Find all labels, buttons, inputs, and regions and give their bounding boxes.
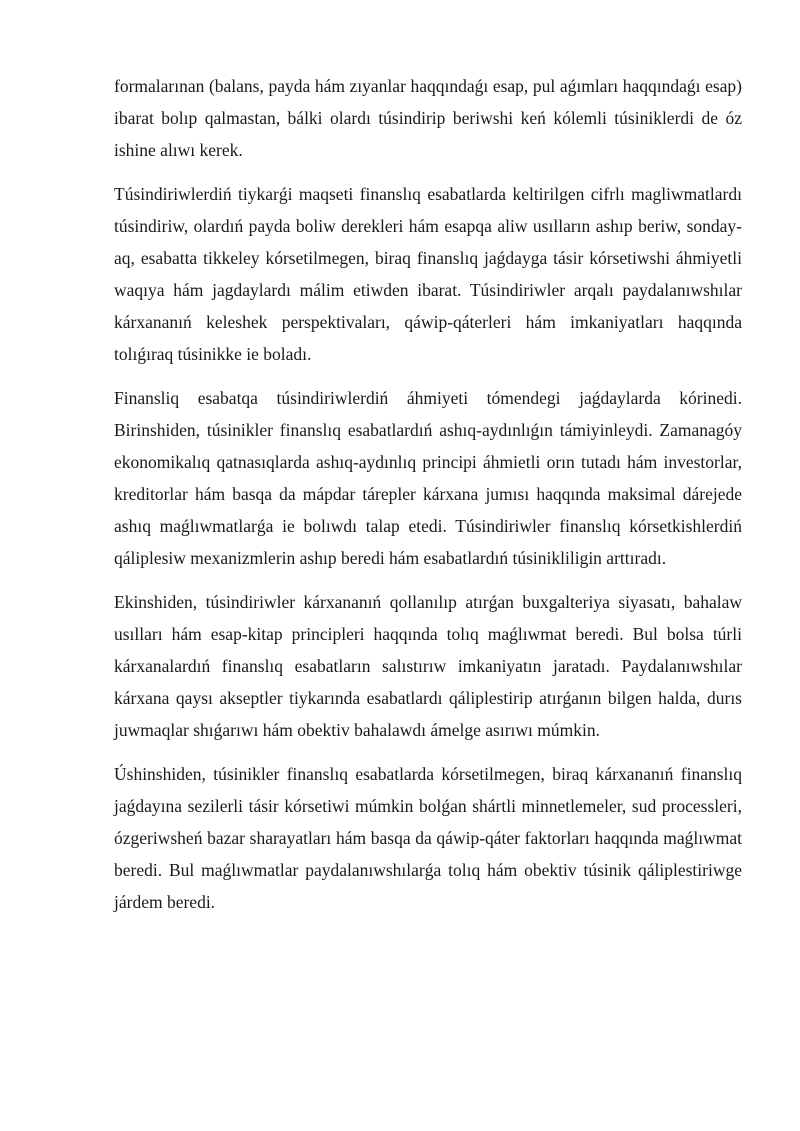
- paragraph: Ekinshiden, túsindiriwler kárxananıń qollanılıp atırǵan buxgalteriya siyasatı, bahalaw usılları hám esap-kitap principleri haqqında tolıq maǵlıwmat beredi. Bul bolsa túrli kárxanalardıń finanslıq esabatların salıstırıw imkaniyatın jaratadı. Paydalanıwshılar kárxana qaysı akseptler tiykarında esabatlardı qáliplestirip atırǵanın bilgen halda, durıs juwmaqlar shıǵarıwı hám obektiv bahalawdı ámelge asırıwı múmkin.: [114, 592, 742, 740]
- document-body: [114, 70, 742, 930]
- paragraph: Úshinshiden, túsinikler finanslıq esabatlarda kórsetilmegen, biraq kárxananıń finanslıq jaǵdayına sezilerli tásir kórsetiwi múmkin bolǵan shártli minnetlemeler, sud processleri, ózgeriwsheń bazar sharayatları hám basqa da qáwip-qáter faktorları haqqında maǵlıwmat beredi. Bul maǵlıwmatlar paydalanıwshılarǵa tolıq hám obektiv túsinik qáliplestiriwge járdem beredi.: [114, 764, 742, 912]
- paragraph: Finansliq esabatqa túsindiriwlerdiń áhmiyeti tómendegi jaǵdaylarda kórinedi. Birinshiden, túsinikler finanslıq esabatlardıń ashıq-aydınlıǵın támiyinleydi. Zamanagóy ekonomikalıq qatnasıqlarda ashıq-aydınlıq principi áhmietli orın tutadı hám investorlar, kreditorlar hám basqa da mápdar tárepler kárxana jumısı haqqında maksimal dárejede ashıq maǵlıwmatlarǵa ie bolıwdı talap etedi. Túsindiriwler finanslıq kórsetkishlerdiń qáliplesiw mexanizmlerin ashıp beredi hám esabatlardıń túsinikliligin arttıradı.: [114, 388, 742, 568]
- paragraph: formalarınan (balans, payda hám zıyanlar haqqındaǵı esap, pul aǵımları haqqındaǵı esap) ibarat bolıp qalmastan, bálki olardı túsindirip beriwshi keń kólemli túsiniklerdi de óz ishine alıwı kerek.: [114, 76, 742, 160]
- paragraph: Túsindiriwlerdiń tiykarǵi maqseti finanslıq esabatlarda keltirilgen cifrlı magliwmatlardı túsindiriw, olardıń payda boliw derekleri hám esapqa aliw usılların ashıp beriw, sonday-aq, esabatta tikkeley kórsetilmegen, biraq finanslıq jaǵdayga tásir kórsetiwshi áhmiyetli waqıya hám jagdaylardı málim etiwden ibarat. Túsindiriwler arqalı paydalanıwshılar kárxananıń keleshek perspektivaları, qáwip-qáterleri hám imkaniyatları haqqında tolıǵıraq túsinikke ie boladı.: [114, 184, 742, 364]
